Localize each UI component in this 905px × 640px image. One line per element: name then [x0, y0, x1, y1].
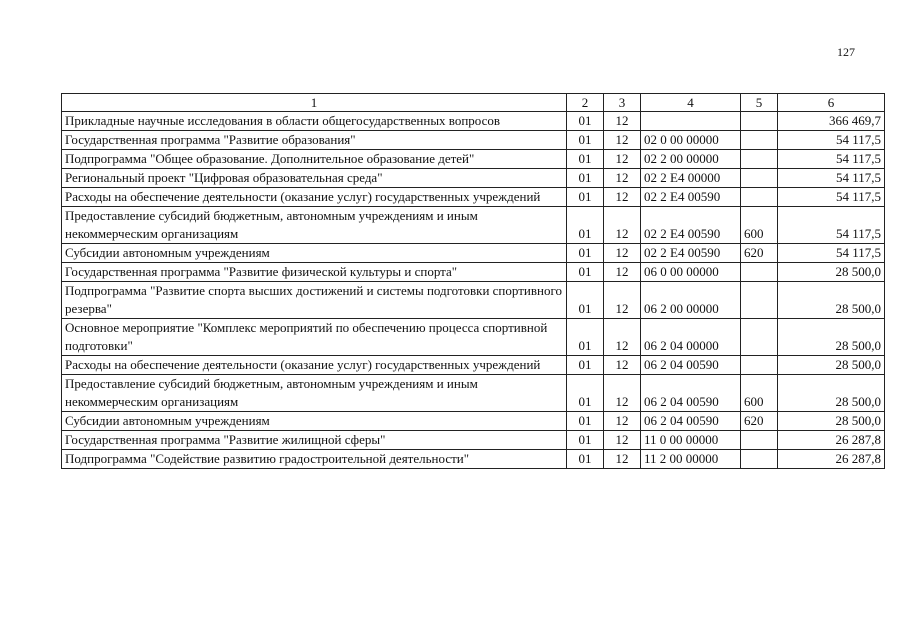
- table-row: [62, 431, 885, 450]
- cell-name: Государственная программа "Развитие образования": [62, 131, 567, 150]
- cell-amount: 28 500,0: [778, 319, 885, 356]
- cell-amount: 28 500,0: [778, 375, 885, 412]
- cell-expense-type: [741, 150, 778, 169]
- cell-target-code: 11 0 00 00000: [641, 431, 741, 450]
- cell-expense-type: [741, 131, 778, 150]
- cell-subsection: 12: [604, 450, 641, 469]
- cell-target-code: 02 2 E4 00590: [641, 207, 741, 244]
- cell-section: 01: [567, 169, 604, 188]
- cell-subsection: 12: [604, 263, 641, 282]
- cell-name: Государственная программа "Развитие физической культуры и спорта": [62, 263, 567, 282]
- header-col-2: 2: [567, 94, 604, 112]
- cell-target-code: 06 2 00 00000: [641, 282, 741, 319]
- header-col-3: 3: [604, 94, 641, 112]
- cell-section: 01: [567, 207, 604, 244]
- cell-target-code: 06 2 04 00590: [641, 375, 741, 412]
- table-row: [62, 450, 885, 469]
- cell-target-code: 06 2 04 00590: [641, 356, 741, 375]
- header-col-4: 4: [641, 94, 741, 112]
- cell-subsection: 12: [604, 431, 641, 450]
- cell-subsection: 12: [604, 112, 641, 131]
- cell-name: Подпрограмма "Развитие спорта высших достижений и системы подготовки спортивного резерва": [62, 282, 567, 319]
- cell-expense-type: [741, 263, 778, 282]
- cell-amount: 54 117,5: [778, 169, 885, 188]
- cell-section: 01: [567, 263, 604, 282]
- cell-subsection: 12: [604, 244, 641, 263]
- cell-subsection: 12: [604, 319, 641, 356]
- cell-name: Региональный проект "Цифровая образовательная среда": [62, 169, 567, 188]
- cell-subsection: 12: [604, 282, 641, 319]
- cell-section: 01: [567, 450, 604, 469]
- cell-section: 01: [567, 150, 604, 169]
- cell-amount: 26 287,8: [778, 450, 885, 469]
- table-row: [62, 319, 885, 356]
- cell-name: Подпрограмма "Общее образование. Дополнительное образование детей": [62, 150, 567, 169]
- cell-amount: 366 469,7: [778, 112, 885, 131]
- cell-amount: 54 117,5: [778, 207, 885, 244]
- table-row: [62, 282, 885, 319]
- cell-section: 01: [567, 431, 604, 450]
- cell-target-code: 02 2 E4 00590: [641, 244, 741, 263]
- cell-section: 01: [567, 131, 604, 150]
- cell-target-code: 06 2 04 00000: [641, 319, 741, 356]
- cell-amount: 54 117,5: [778, 150, 885, 169]
- cell-expense-type: [741, 450, 778, 469]
- table-row: [62, 150, 885, 169]
- table-row: [62, 412, 885, 431]
- cell-target-code: 02 2 00 00000: [641, 150, 741, 169]
- cell-amount: 28 500,0: [778, 356, 885, 375]
- cell-subsection: 12: [604, 150, 641, 169]
- cell-section: 01: [567, 375, 604, 412]
- cell-name: Субсидии автономным учреждениям: [62, 412, 567, 431]
- cell-target-code: 06 2 04 00590: [641, 412, 741, 431]
- cell-target-code: 11 2 00 00000: [641, 450, 741, 469]
- cell-name: Предоставление субсидий бюджетным, автономным учреждениям и иным некоммерческим организациям: [62, 375, 567, 412]
- cell-target-code: 06 0 00 00000: [641, 263, 741, 282]
- table-row: [62, 169, 885, 188]
- cell-expense-type: 620: [741, 412, 778, 431]
- cell-amount: 54 117,5: [778, 244, 885, 263]
- budget-table: [61, 93, 885, 469]
- cell-name: Прикладные научные исследования в области общегосударственных вопросов: [62, 112, 567, 131]
- table-row: [62, 375, 885, 412]
- cell-subsection: 12: [604, 131, 641, 150]
- cell-subsection: 12: [604, 169, 641, 188]
- cell-amount: 28 500,0: [778, 263, 885, 282]
- cell-expense-type: [741, 431, 778, 450]
- cell-expense-type: 600: [741, 207, 778, 244]
- cell-expense-type: [741, 112, 778, 131]
- cell-expense-type: [741, 356, 778, 375]
- table-row: [62, 131, 885, 150]
- cell-amount: 28 500,0: [778, 412, 885, 431]
- cell-subsection: 12: [604, 207, 641, 244]
- header-col-1: 1: [62, 94, 567, 112]
- table-row: [62, 112, 885, 131]
- table-row: [62, 188, 885, 207]
- cell-section: 01: [567, 112, 604, 131]
- cell-name: Подпрограмма "Содействие развитию градостроительной деятельности": [62, 450, 567, 469]
- table-row: [62, 244, 885, 263]
- table-row: [62, 356, 885, 375]
- cell-name: Субсидии автономным учреждениям: [62, 244, 567, 263]
- cell-name: Предоставление субсидий бюджетным, автономным учреждениям и иным некоммерческим организациям: [62, 207, 567, 244]
- cell-name: Основное мероприятие "Комплекс мероприятий по обеспечению процесса спортивной подготовки": [62, 319, 567, 356]
- cell-amount: 28 500,0: [778, 282, 885, 319]
- cell-name: Государственная программа "Развитие жилищной сферы": [62, 431, 567, 450]
- cell-section: 01: [567, 244, 604, 263]
- cell-target-code: 02 0 00 00000: [641, 131, 741, 150]
- cell-subsection: 12: [604, 188, 641, 207]
- cell-expense-type: [741, 282, 778, 319]
- cell-section: 01: [567, 412, 604, 431]
- cell-target-code: 02 2 E4 00000: [641, 169, 741, 188]
- cell-expense-type: [741, 188, 778, 207]
- cell-amount: 54 117,5: [778, 131, 885, 150]
- table-body: [62, 112, 885, 469]
- cell-section: 01: [567, 282, 604, 319]
- cell-subsection: 12: [604, 375, 641, 412]
- cell-section: 01: [567, 356, 604, 375]
- cell-name: Расходы на обеспечение деятельности (оказание услуг) государственных учреждений: [62, 356, 567, 375]
- header-col-6: 6: [778, 94, 885, 112]
- cell-amount: 54 117,5: [778, 188, 885, 207]
- cell-expense-type: [741, 319, 778, 356]
- table-header-row: [62, 94, 885, 112]
- cell-subsection: 12: [604, 412, 641, 431]
- cell-target-code: [641, 112, 741, 131]
- cell-subsection: 12: [604, 356, 641, 375]
- cell-expense-type: 620: [741, 244, 778, 263]
- header-col-5: 5: [741, 94, 778, 112]
- table-row: [62, 207, 885, 244]
- page-number: 127: [837, 45, 855, 59]
- cell-expense-type: [741, 169, 778, 188]
- cell-amount: 26 287,8: [778, 431, 885, 450]
- cell-expense-type: 600: [741, 375, 778, 412]
- cell-section: 01: [567, 319, 604, 356]
- cell-name: Расходы на обеспечение деятельности (оказание услуг) государственных учреждений: [62, 188, 567, 207]
- table-row: [62, 263, 885, 282]
- cell-section: 01: [567, 188, 604, 207]
- cell-target-code: 02 2 E4 00590: [641, 188, 741, 207]
